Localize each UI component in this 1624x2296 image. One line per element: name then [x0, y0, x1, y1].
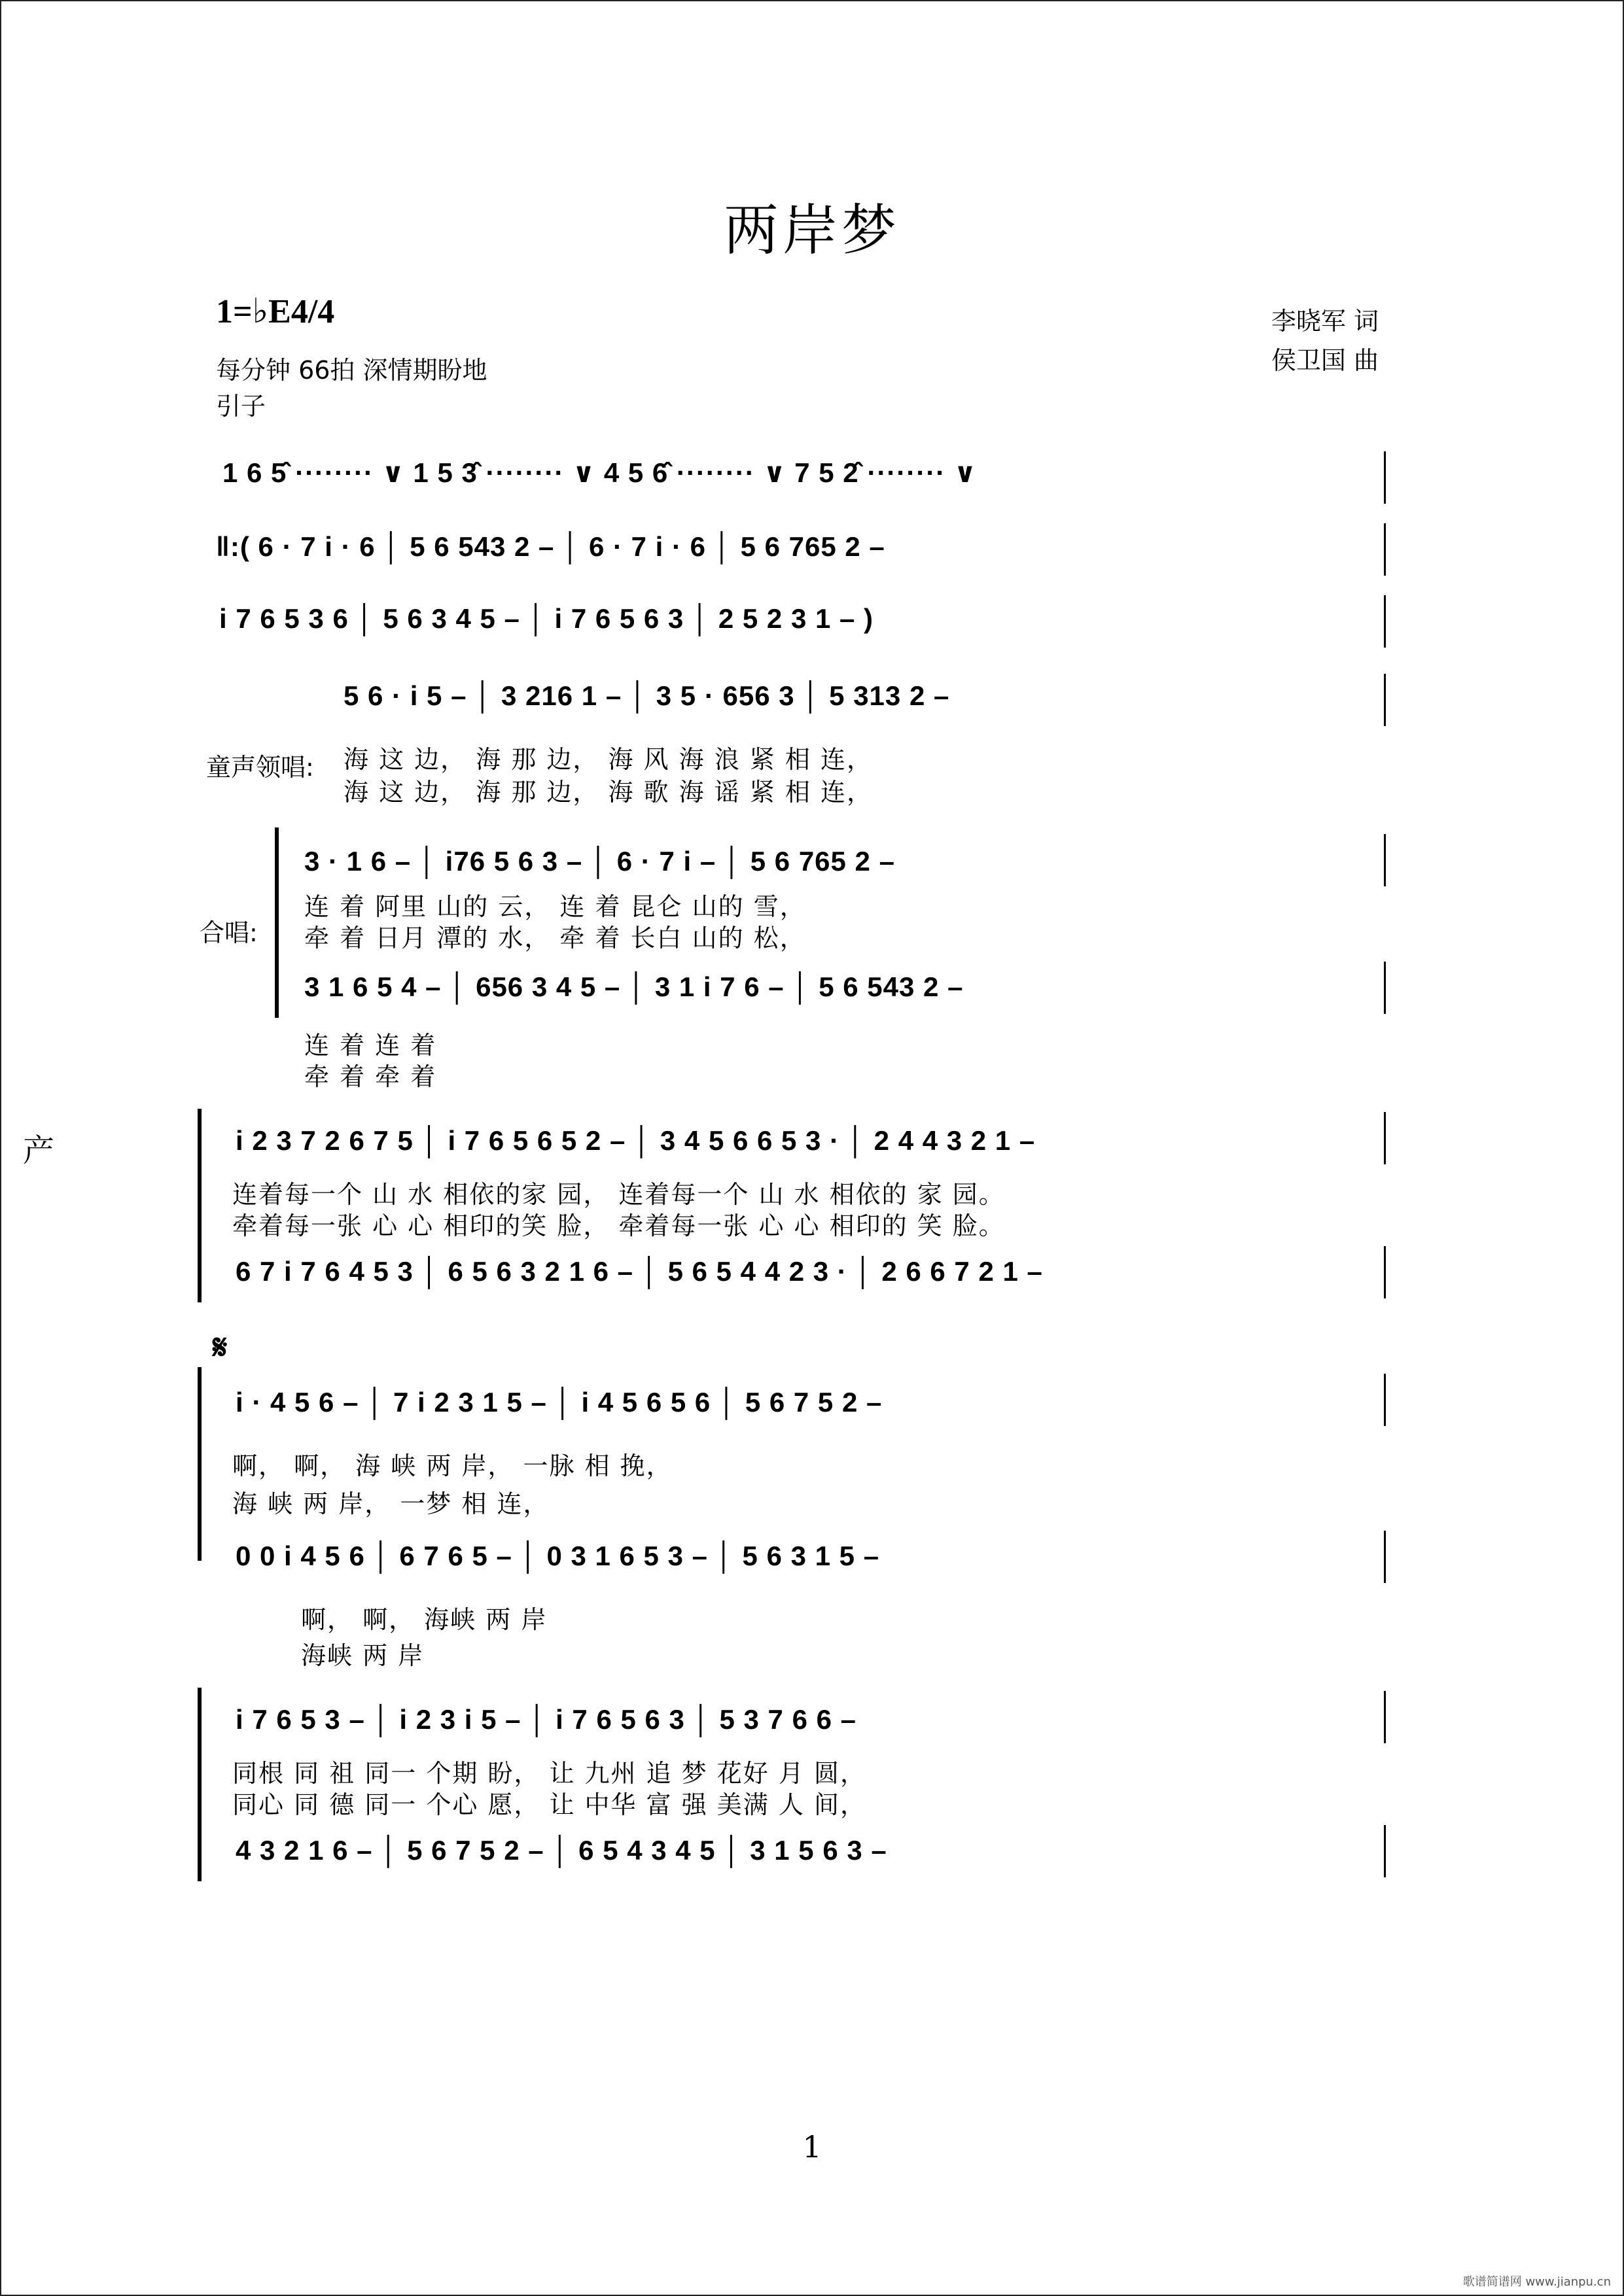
lyric-verse-1: 海 这 边， 海 那 边， 海 风 海 浪 紧 相 连，: [344, 745, 873, 774]
barline: [1384, 1531, 1386, 1583]
composer-credit: 侯卫国 曲: [1271, 346, 1379, 375]
song-title: 两岸梦: [723, 198, 900, 262]
watermark: 歌谱简谱网 www.jianpu.cn: [1462, 2275, 1611, 2289]
lower-notation: 6 7 i 7 6 4 5 3 │ 6 5 6 3 2 1 6 – │ 5 6 5 4 4 2 3 · │ 2 6 6 7 2 1 –: [236, 1256, 1043, 1287]
staff-brace: [198, 1367, 202, 1561]
notation-line: 5 6 · i 5 – │ 3 216 1 – │ 3 5 · 656 3 │ 5 313 2 –: [344, 680, 950, 711]
side-mark: 产: [23, 1132, 55, 1169]
lower-lyric-1: 连 着 连 着: [304, 1031, 437, 1060]
staff-brace: [275, 827, 279, 1018]
staff-brace: [198, 1109, 202, 1302]
barline: [1384, 674, 1386, 726]
lyric-verse-1: 连 着 阿里 山的 云， 连 着 昆仑 山的 雪，: [304, 892, 806, 921]
lyric-verse-1: 啊， 啊， 海 峡 两 岸， 一脉 相 挽，: [232, 1452, 673, 1480]
lower-lyric-2: 牵 着 牵 着: [304, 1062, 437, 1091]
notation-line: 1 6 5̂ ········ ∨ 1 5 3̂ ········ ∨ 4 5 6̂ ········ ∨ 7 5 2̂ ········ ∨: [222, 457, 977, 488]
notation-line: ‖:( 6 · 7 i · 6 │ 5 6 543 2 – │ 6 · 7 i · 6 │ 5 6 765 2 –: [216, 531, 885, 562]
lower-lyric-2: 海峡 两 岸: [301, 1641, 425, 1670]
lyric-verse-1: 连着每一个 山 水 相依的家 园， 连着每一个 山 水 相依的 家 园。: [232, 1180, 1005, 1209]
barline: [1384, 1825, 1386, 1877]
barline: [1384, 1246, 1386, 1298]
intro-label: 引子: [216, 392, 266, 421]
key-signature: 1=♭E4/4: [216, 293, 335, 330]
lower-lyric-1: 啊， 啊， 海峡 两 岸: [301, 1605, 548, 1634]
notation-line: i 7 6 5 3 6 │ 5 6 3 4 5 – │ i 7 6 5 6 3 │ 2 5 2 3 1 – ): [219, 603, 874, 634]
barline: [1384, 1112, 1386, 1164]
lyric-verse-1: 同根 同 祖 同一 个期 盼， 让 九州 追 梦 花好 月 圆，: [232, 1759, 866, 1788]
lower-notation: 3 1 6 5 4 – │ 656 3 4 5 – │ 3 1 i 7 6 – │ 5 6 543 2 –: [304, 971, 964, 1002]
lyric-verse-2: 海 这 边， 海 那 边， 海 歌 海 谣 紧 相 连，: [344, 778, 873, 807]
lyric-verse-2: 牵着每一张 心 心 相印的笑 脸， 牵着每一张 心 心 相印的 笑 脸。: [232, 1211, 1005, 1240]
upper-notation: 3 · 1 6 – │ i76 5 6 3 – │ 6 · 7 i – │ 5 6 765 2 –: [304, 846, 895, 877]
lyricist-credit: 李晓军 词: [1271, 307, 1379, 336]
staff-brace: [198, 1688, 202, 1881]
segno-sign: 𝄋: [213, 1328, 228, 1367]
barline: [1384, 834, 1386, 886]
upper-notation: i 2 3 7 2 6 7 5 │ i 7 6 5 6 5 2 – │ 3 4 5 6 6 5 3 · │ 2 4 4 3 2 1 –: [236, 1125, 1036, 1156]
lyric-verse-2: 牵 着 日月 潭的 水， 牵 着 长白 山的 松，: [304, 924, 806, 952]
lyric-verse-2: 同心 同 德 同一 个心 愿， 让 中华 富 强 美满 人 间，: [232, 1790, 866, 1819]
page-number: 1: [802, 2129, 822, 2165]
lower-notation: 0 0 i 4 5 6 │ 6 7 6 5 – │ 0 3 1 6 5 3 – │ 5 6 3 1 5 –: [236, 1540, 880, 1571]
lyric-verse-2: 海 峡 两 岸， 一梦 相 连，: [232, 1489, 550, 1518]
chorus-label: 合唱:: [200, 918, 258, 947]
lower-notation: 4 3 2 1 6 – │ 5 6 7 5 2 – │ 6 5 4 3 4 5 │ 3 1 5 6 3 –: [236, 1835, 887, 1866]
barline: [1384, 1374, 1386, 1426]
barline: [1384, 451, 1386, 504]
barline: [1384, 523, 1386, 576]
children-lead-label: 童声领唱:: [206, 753, 314, 782]
barline: [1384, 595, 1386, 648]
barline: [1384, 962, 1386, 1014]
tempo-marking: 每分钟 66拍 深情期盼地: [216, 356, 487, 385]
barline: [1384, 1691, 1386, 1743]
upper-notation: i · 4 5 6 – │ 7 i 2 3 1 5 – │ i 4 5 6 5 6 │ 5 6 7 5 2 –: [236, 1387, 883, 1418]
upper-notation: i 7 6 5 3 – │ i 2 3 i 5 – │ i 7 6 5 6 3 │ 5 3 7 6 6 –: [236, 1704, 856, 1735]
